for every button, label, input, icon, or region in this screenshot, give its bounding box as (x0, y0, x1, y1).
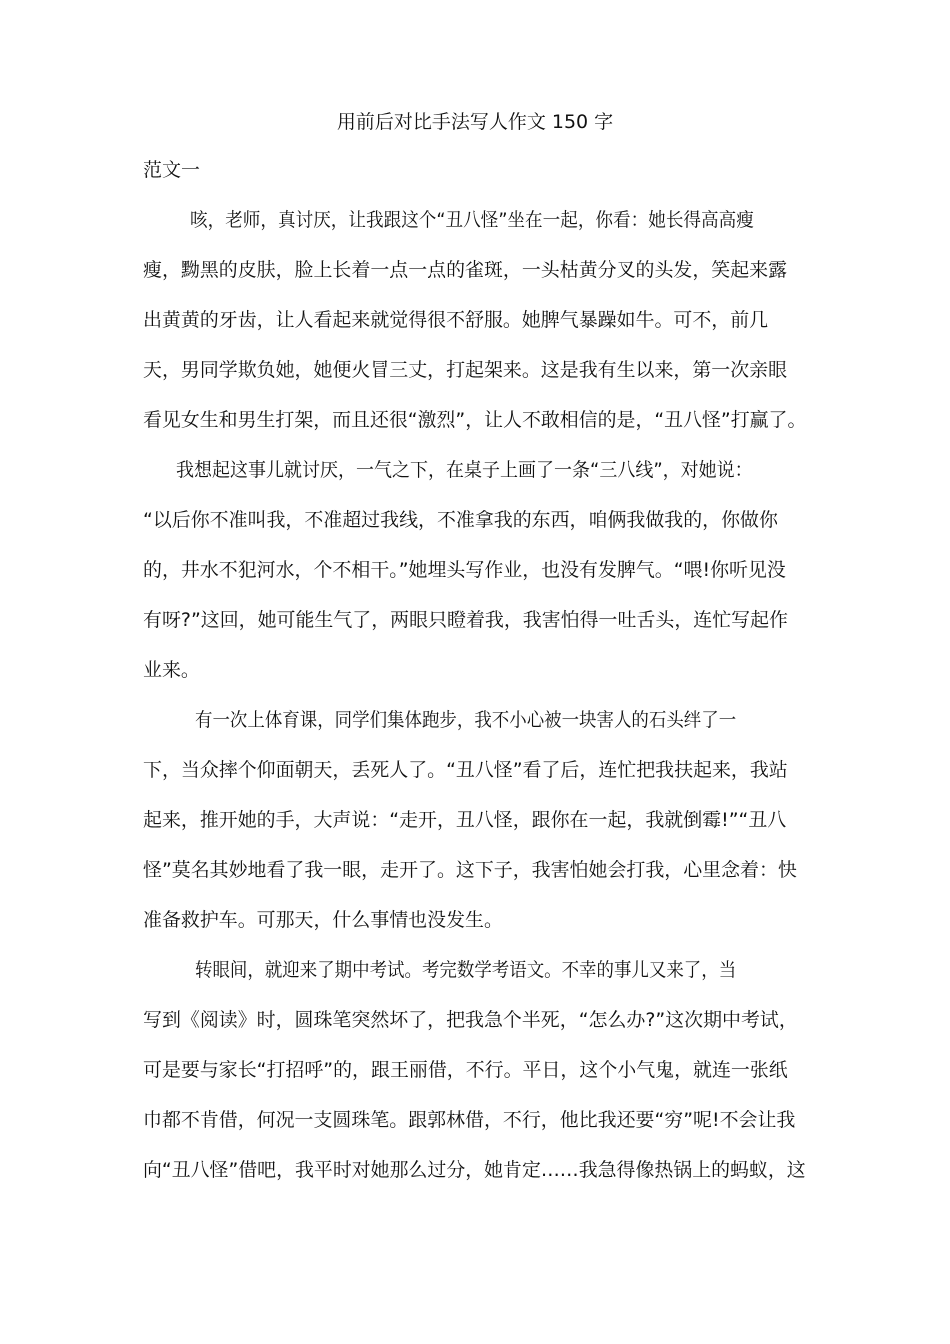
text-line: “以后你不准叫我，不准超过我线，不准拿我的东西，咱俩我做我的，你做你 (143, 509, 778, 531)
text-line: 巾都不肯借，何况一支圆珠笔。跟郭林借，不行，他比我还要“穷”呢!不会让我 (143, 1109, 796, 1131)
text-line: 有一次上体育课，同学们集体跑步，我不小心被一块害人的石头绊了一 (195, 709, 737, 731)
text-line: 天，男同学欺负她，她便火冒三丈，打起架来。这是我有生以来，第一次亲眼 (143, 359, 788, 381)
text-line: 下，当众摔个仰面朝天，丢死人了。“丑八怪”看了后，连忙把我扶起来，我站 (143, 759, 788, 781)
text-line: 出黄黄的牙齿，让人看起来就觉得很不舒服。她脾气暴躁如牛。可不，前几 (143, 309, 769, 331)
text-line: 看见女生和男生打架，而且还很“激烈”，让人不敢相信的是，“丑八怪”打赢了。 (143, 409, 807, 431)
text-line: 向“丑八怪”借吧，我平时对她那么过分，她肯定……我急得像热锅上的蚂蚁，这 (143, 1159, 806, 1181)
text-line: 准备救护车。可那天，什么事情也没发生。 (143, 909, 503, 931)
text-line: 怪”莫名其妙地看了我一眼，走开了。这下子，我害怕她会打我，心里念着：快 (143, 859, 797, 881)
document-title: 用前后对比手法写人作文 150 字 (336, 111, 614, 133)
text-line: 起来，推开她的手，大声说：“走开，丑八怪，跟你在一起，我就倒霉!”“丑八 (143, 809, 787, 831)
section-label: 范文一 (143, 159, 201, 181)
text-line: 转眼间，就迎来了期中考试。考完数学考语文。不幸的事儿又来了，当 (195, 959, 737, 981)
text-line: 的，井水不犯河水，个不相干。”她埋头写作业，也没有发脾气。“喂!你听见没 (143, 559, 786, 581)
text-line: 可是要与家长“打招呼”的，跟王丽借，不行。平日，这个小气鬼，就连一张纸 (143, 1059, 788, 1081)
text-line: 我想起这事儿就讨厌，一气之下，在桌子上画了一条“三八线”，对她说： (176, 459, 753, 481)
text-line: 瘦，黝黑的皮肤，脸上长着一点一点的雀斑，一头枯黄分叉的头发，笑起来露 (143, 259, 788, 281)
text-line: 写到《阅读》时，圆珠笔突然坏了，把我急个半死，“怎么办?”这次期中考试， (143, 1009, 798, 1031)
text-line: 咳，老师，真讨厌，让我跟这个“丑八怪”坐在一起，你看：她长得高高瘦 (190, 209, 754, 231)
text-line: 业来。 (143, 659, 200, 681)
text-line: 有呀?”这回，她可能生气了，两眼只瞪着我，我害怕得一吐舌头，连忙写起作 (143, 609, 788, 631)
